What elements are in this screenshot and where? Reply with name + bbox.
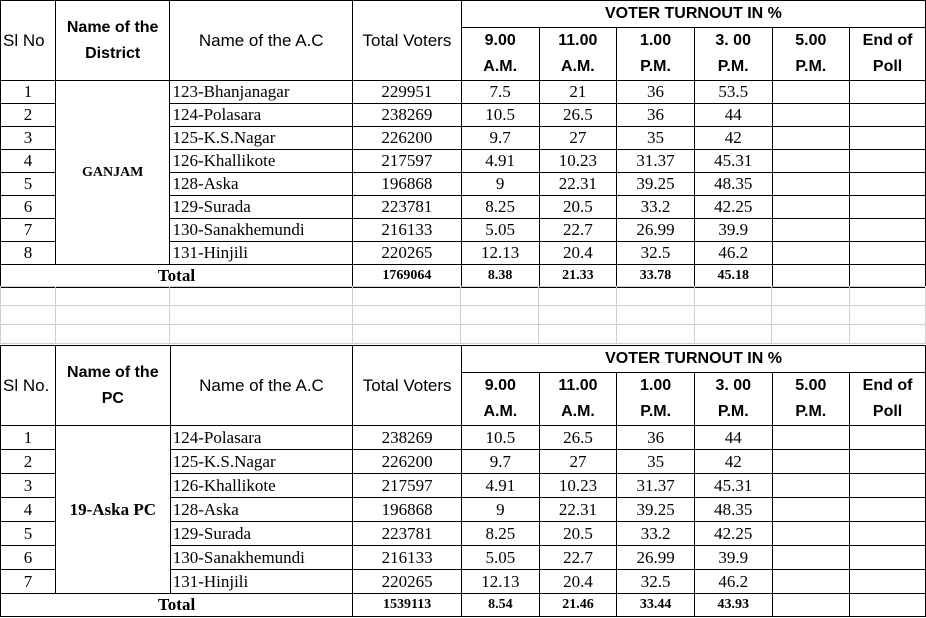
turnout-5pm-cell [772,196,850,219]
turnout-3pm-cell: 42.25 [694,522,772,546]
turnout-end-cell [850,104,926,127]
turnout-11am-cell: 10.23 [539,474,617,498]
sl-cell: 5 [1,522,56,546]
header-ac-name: Name of the A.C [170,1,353,81]
turnout-9am-cell: 8.25 [461,196,539,219]
turnout-9am-cell: 8.25 [462,522,540,546]
time-header: End of [850,28,926,55]
turnout-11am-cell: 26.5 [539,426,617,450]
turnout-end-cell [850,546,926,570]
ac-name-cell: 125-K.S.Nagar [170,450,353,474]
total-voters-cell: 1539113 [353,594,462,617]
voters-cell: 216133 [353,546,462,570]
turnout-1pm-cell: 39.25 [617,173,695,196]
turnout-9am-cell: 5.05 [461,219,539,242]
total-1pm-cell: 33.78 [617,265,695,288]
turnout-9am-cell: 9.7 [462,450,540,474]
time-header-suffix: P.M. [694,55,772,81]
sl-cell: 7 [1,570,56,594]
sl-cell: 6 [1,546,56,570]
ac-name-cell: 129-Surada [170,522,353,546]
ac-name-cell: 130-Sanakhemundi [170,219,353,242]
ac-name-cell: 125-K.S.Nagar [170,127,353,150]
total-label: Total [1,594,353,617]
time-header-suffix: A.M. [539,55,617,81]
time-header: 3. 00 [694,373,772,400]
turnout-11am-cell: 26.5 [539,104,617,127]
turnout-5pm-cell [772,81,850,104]
header-district-name: Name of the District [55,1,170,81]
total-9am-cell: 8.38 [461,265,539,288]
ac-name-cell: 124-Polasara [170,426,353,450]
turnout-1pm-cell: 36 [617,104,695,127]
turnout-5pm-cell [772,242,850,265]
aska-pc-turnout-table [0,345,926,617]
turnout-1pm-cell: 36 [617,426,695,450]
time-header-suffix: P.M. [772,400,850,426]
turnout-11am-cell: 27 [539,127,617,150]
turnout-1pm-cell: 31.37 [617,474,695,498]
turnout-1pm-cell: 32.5 [617,570,695,594]
voters-cell: 220265 [353,570,462,594]
turnout-1pm-cell: 33.2 [617,196,695,219]
sl-cell: 1 [1,426,56,450]
turnout-end-cell [850,450,926,474]
turnout-5pm-cell [772,104,850,127]
turnout-5pm-cell [772,450,850,474]
turnout-5pm-cell [772,426,850,450]
turnout-end-cell [850,150,926,173]
turnout-3pm-cell: 45.31 [694,150,772,173]
turnout-9am-cell: 12.13 [461,242,539,265]
time-header-suffix: A.M. [462,400,540,426]
turnout-end-cell [850,127,926,150]
time-header: 5.00 [772,28,850,55]
turnout-3pm-cell: 42 [694,450,772,474]
ac-name-cell: 126-Khallikote [170,474,353,498]
turnout-5pm-cell [772,570,850,594]
turnout-1pm-cell: 33.2 [617,522,695,546]
turnout-1pm-cell: 26.99 [617,546,695,570]
header-voter-turnout: VOTER TURNOUT IN % [462,346,926,373]
turnout-end-cell [850,196,926,219]
turnout-3pm-cell: 39.9 [694,546,772,570]
total-label: Total [1,265,353,288]
header-voter-turnout: VOTER TURNOUT IN % [461,1,925,28]
turnout-5pm-cell [772,546,850,570]
total-voters-cell: 1769064 [353,265,462,288]
turnout-3pm-cell: 39.9 [694,219,772,242]
table-row [1,81,926,104]
time-header-suffix: A.M. [461,55,539,81]
total-row [1,265,926,288]
turnout-1pm-cell: 39.25 [617,498,695,522]
turnout-3pm-cell: 48.35 [694,173,772,196]
turnout-9am-cell: 5.05 [462,546,540,570]
total-1pm-cell: 33.44 [617,594,695,617]
sl-cell: 3 [1,127,56,150]
turnout-end-cell [850,474,926,498]
time-header: 11.00 [539,28,617,55]
ac-name-cell: 128-Aska [170,498,353,522]
ac-name-cell: 131-Hinjili [170,242,353,265]
total-5pm-cell [772,265,850,288]
turnout-9am-cell: 4.91 [462,474,540,498]
ac-name-cell: 129-Surada [170,196,353,219]
empty-grid-rows [0,286,926,344]
turnout-end-cell [850,81,926,104]
turnout-3pm-cell: 46.2 [694,570,772,594]
voters-cell: 196868 [353,173,462,196]
sl-cell: 2 [1,450,56,474]
voters-cell: 238269 [353,426,462,450]
turnout-9am-cell: 9 [462,498,540,522]
turnout-5pm-cell [772,127,850,150]
turnout-3pm-cell: 44 [694,426,772,450]
time-header: 5.00 [772,373,850,400]
header-sl-no: Sl No. [1,346,56,426]
sl-cell: 5 [1,173,56,196]
turnout-1pm-cell: 32.5 [617,242,695,265]
voters-cell: 220265 [353,242,462,265]
turnout-end-cell [850,242,926,265]
turnout-end-cell [850,426,926,450]
header-total-voters: Total Voters [353,1,462,81]
turnout-9am-cell: 7.5 [461,81,539,104]
turnout-5pm-cell [772,522,850,546]
turnout-end-cell [850,498,926,522]
turnout-3pm-cell: 45.31 [694,474,772,498]
time-header-suffix: P.M. [617,55,695,81]
voters-cell: 223781 [353,196,462,219]
total-11am-cell: 21.46 [539,594,617,617]
turnout-11am-cell: 22.31 [539,498,617,522]
ac-name-cell: 130-Sanakhemundi [170,546,353,570]
turnout-11am-cell: 20.4 [539,242,617,265]
voters-cell: 223781 [353,522,462,546]
sl-cell: 7 [1,219,56,242]
header-sl-no: Sl No [1,1,56,81]
sl-cell: 4 [1,498,56,522]
total-5pm-cell [772,594,850,617]
ac-name-cell: 123-Bhanjanagar [170,81,353,104]
total-end-cell [850,265,926,288]
ac-name-cell: 131-Hinjili [170,570,353,594]
ganjam-turnout-table [0,0,926,288]
turnout-9am-cell: 10.5 [462,426,540,450]
voters-cell: 229951 [353,81,462,104]
turnout-3pm-cell: 53.5 [694,81,772,104]
time-header: 1.00 [617,373,695,400]
pc-name-cell: 19-Aska PC [55,426,170,594]
sl-cell: 3 [1,474,56,498]
total-9am-cell: 8.54 [462,594,540,617]
sl-cell: 6 [1,196,56,219]
sl-cell: 8 [1,242,56,265]
voters-cell: 196868 [353,498,462,522]
header-pc-name: Name of the PC [55,346,170,426]
turnout-9am-cell: 12.13 [462,570,540,594]
ac-name-cell: 124-Polasara [170,104,353,127]
time-header: 9.00 [461,28,539,55]
turnout-3pm-cell: 48.35 [694,498,772,522]
turnout-3pm-cell: 44 [694,104,772,127]
turnout-11am-cell: 22.7 [539,219,617,242]
voters-cell: 226200 [353,450,462,474]
turnout-1pm-cell: 26.99 [617,219,695,242]
turnout-end-cell [850,570,926,594]
voters-cell: 217597 [353,150,462,173]
total-row [1,594,926,617]
time-header: 11.00 [539,373,617,400]
turnout-3pm-cell: 46.2 [694,242,772,265]
time-header-suffix: A.M. [539,400,617,426]
time-header: End of [850,373,926,400]
sl-cell: 1 [1,81,56,104]
turnout-9am-cell: 9 [461,173,539,196]
time-header: 1.00 [617,28,695,55]
turnout-3pm-cell: 42.25 [694,196,772,219]
time-header-suffix: Poll [850,55,926,81]
turnout-5pm-cell [772,498,850,522]
turnout-9am-cell: 4.91 [461,150,539,173]
time-header-suffix: P.M. [772,55,850,81]
turnout-5pm-cell [772,474,850,498]
turnout-3pm-cell: 42 [694,127,772,150]
table-row [1,426,926,450]
turnout-5pm-cell [772,219,850,242]
turnout-11am-cell: 22.7 [539,546,617,570]
ac-name-cell: 128-Aska [170,173,353,196]
voters-cell: 217597 [353,474,462,498]
ac-name-cell: 126-Khallikote [170,150,353,173]
turnout-end-cell [850,522,926,546]
turnout-1pm-cell: 35 [617,127,695,150]
header-ac-name: Name of the A.C [170,346,353,426]
turnout-end-cell [850,173,926,196]
time-header: 3. 00 [694,28,772,55]
total-3pm-cell: 43.93 [694,594,772,617]
sl-cell: 2 [1,104,56,127]
turnout-11am-cell: 20.5 [539,196,617,219]
turnout-11am-cell: 20.5 [539,522,617,546]
turnout-11am-cell: 22.31 [539,173,617,196]
time-header-suffix: Poll [850,400,926,426]
header-total-voters: Total Voters [353,346,462,426]
turnout-1pm-cell: 31.37 [617,150,695,173]
total-11am-cell: 21.33 [539,265,617,288]
voters-cell: 238269 [353,104,462,127]
turnout-11am-cell: 10.23 [539,150,617,173]
turnout-1pm-cell: 35 [617,450,695,474]
turnout-11am-cell: 21 [539,81,617,104]
turnout-9am-cell: 10.5 [461,104,539,127]
turnout-9am-cell: 9.7 [461,127,539,150]
turnout-end-cell [850,219,926,242]
turnout-11am-cell: 20.4 [539,570,617,594]
turnout-5pm-cell [772,173,850,196]
time-header-suffix: P.M. [694,400,772,426]
voters-cell: 226200 [353,127,462,150]
sl-cell: 4 [1,150,56,173]
voters-cell: 216133 [353,219,462,242]
turnout-5pm-cell [772,150,850,173]
time-header-suffix: P.M. [617,400,695,426]
turnout-1pm-cell: 36 [617,81,695,104]
turnout-11am-cell: 27 [539,450,617,474]
time-header: 9.00 [462,373,540,400]
total-3pm-cell: 45.18 [694,265,772,288]
total-end-cell [850,594,926,617]
district-name-cell: GANJAM [55,81,170,265]
